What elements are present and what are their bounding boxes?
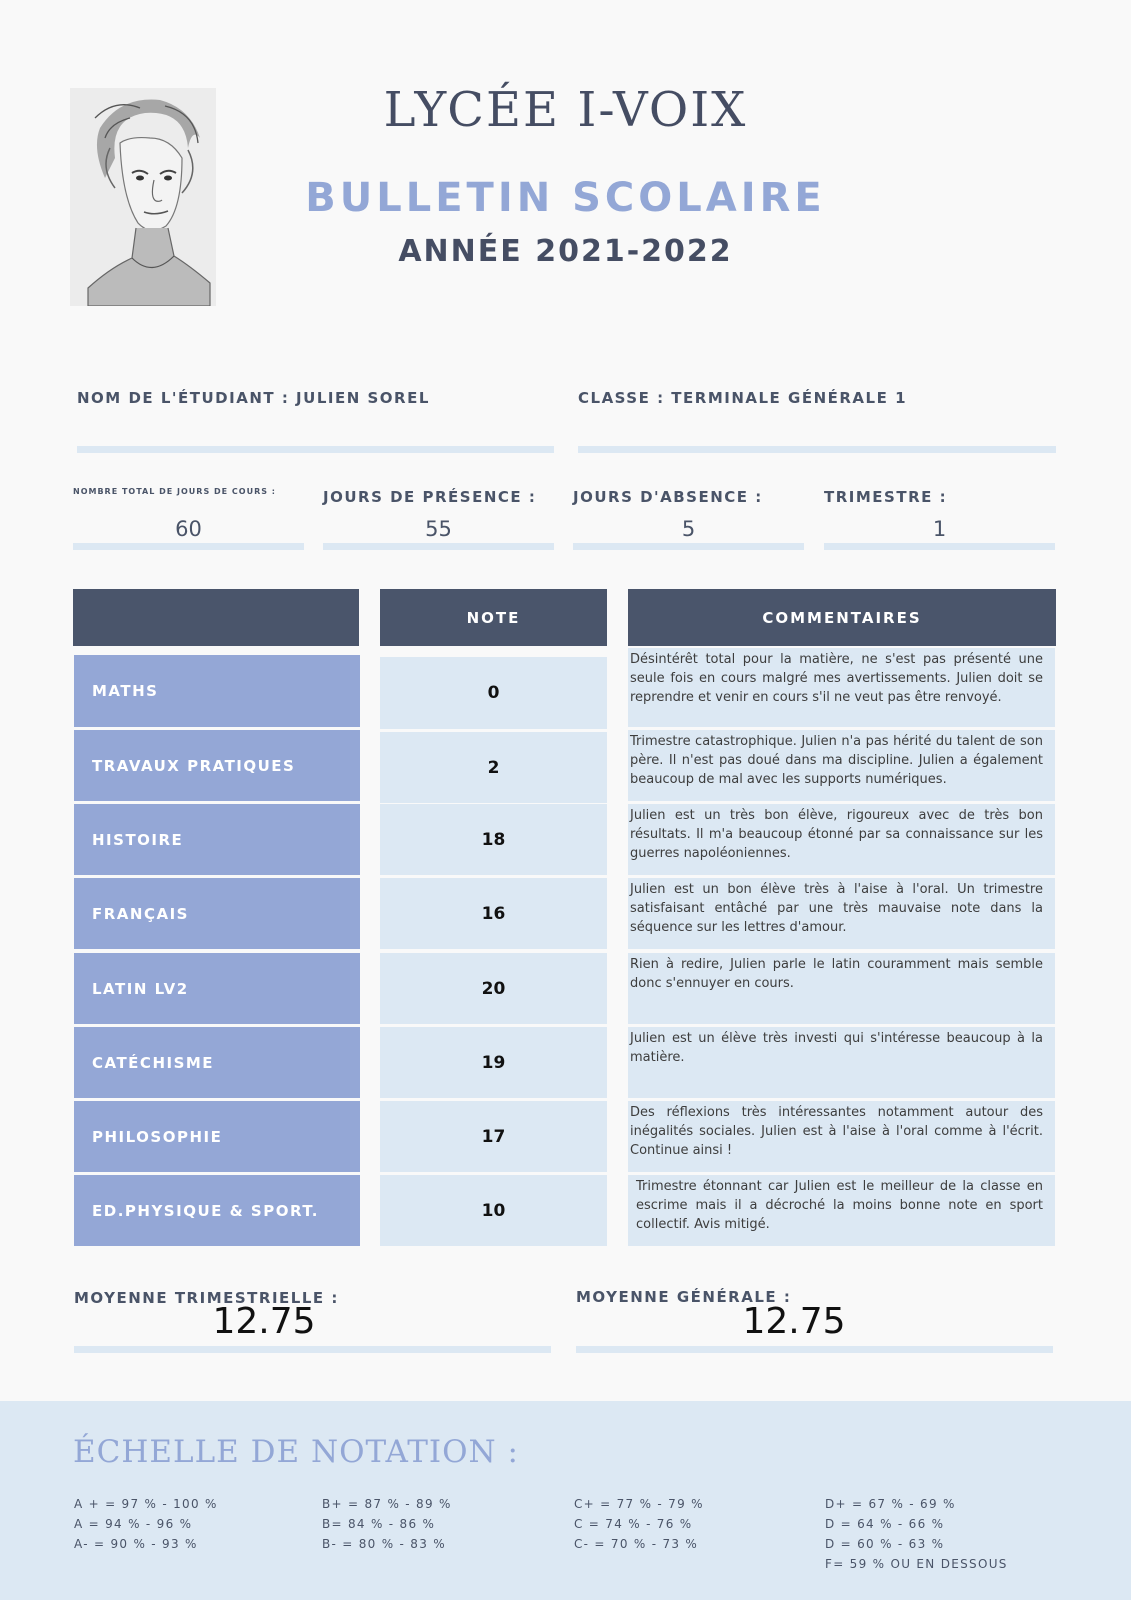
grading-scale-column-a	[74, 1494, 218, 1554]
subject-cell: FRANÇAIS	[74, 878, 360, 949]
subject-cell: TRAVAUX PRATIQUES	[74, 730, 360, 801]
grade-range: B+ = 87 % - 89 %	[322, 1497, 452, 1511]
note-header: NOTE	[380, 589, 607, 646]
absence-days-value: 5	[681, 517, 696, 541]
subject-cell: HISTOIRE	[74, 804, 360, 875]
grade-range: A- = 90 % - 93 %	[74, 1537, 198, 1551]
note-cell: 20	[380, 953, 607, 1024]
grade-range: B= 84 % - 86 %	[322, 1517, 436, 1531]
trimestre-value: 1	[932, 517, 947, 541]
presence-days-underline	[323, 543, 554, 550]
total-days-underline	[73, 543, 304, 550]
general-average-label: MOYENNE GÉNÉRALE :	[576, 1288, 792, 1306]
grade-range: F= 59 % OU EN DESSOUS	[825, 1557, 1008, 1571]
subject-cell: ED.PHYSIQUE & SPORT.	[74, 1175, 360, 1246]
general-average-underline	[576, 1346, 1053, 1353]
grade-range: B- = 80 % - 83 %	[322, 1537, 446, 1551]
grade-range: C+ = 77 % - 79 %	[574, 1497, 704, 1511]
grading-scale-column-c	[574, 1494, 704, 1554]
trimestre-average-value: 12.75	[212, 1301, 316, 1342]
note-cell: 2	[380, 732, 607, 803]
note-cell: 16	[380, 878, 607, 949]
grade-range: D = 64 % - 66 %	[825, 1517, 945, 1531]
subject-cell: PHILOSOPHIE	[74, 1101, 360, 1172]
note-cell: 10	[380, 1175, 607, 1246]
comment-cell: Trimestre étonnant car Julien est le meilleur de la classe en escrime mais il a décroché la moins bonne note en sport collectif. Avis mitigé.	[628, 1175, 1055, 1246]
subject-cell: LATIN LV2	[74, 953, 360, 1024]
student-name-underline	[77, 446, 554, 453]
comment-cell: Désintérêt total pour la matière, ne s'est pas présenté une seule fois en cours malgré mes avertissements. Julien doit se reprendre et venir en cours s'il ne veut pas être renvoyé.	[628, 648, 1055, 727]
presence-days-label: JOURS DE PRÉSENCE :	[323, 488, 537, 506]
note-cell: 17	[380, 1101, 607, 1172]
school-name: LYCÉE I-VOIX	[383, 82, 748, 138]
student-name: NOM DE L'ÉTUDIANT : JULIEN SOREL	[77, 389, 430, 407]
subject-cell: CATÉCHISME	[74, 1027, 360, 1098]
grade-range: D+ = 67 % - 69 %	[825, 1497, 956, 1511]
comment-cell: Julien est un élève très investi qui s'intéresse beaucoup à la matière.	[628, 1027, 1055, 1098]
comment-cell: Julien est un très bon élève, rigoureux avec de très bon résultats. Il m'a beaucoup étonné par sa connaissance sur les guerres napoléoniennes.	[628, 804, 1055, 875]
subject-header	[73, 589, 359, 646]
student-class-underline	[578, 446, 1056, 453]
school-year: ANNÉE 2021-2022	[398, 234, 733, 269]
grade-range: A + = 97 % - 100 %	[74, 1497, 218, 1511]
comments-header: COMMENTAIRES	[628, 589, 1056, 646]
subject-cell: MATHS	[74, 655, 360, 727]
grade-range: D = 60 % - 63 %	[825, 1537, 945, 1551]
comment-cell: Rien à redire, Julien parle le latin couramment mais semble donc s'ennuyer en cours.	[628, 953, 1055, 1024]
grade-range: C- = 70 % - 73 %	[574, 1537, 699, 1551]
comment-cell: Des réflexions très intéressantes notamment autour des inégalités sociales. Julien est à l'aise à l'oral comme à l'écrit. Continue ainsi !	[628, 1101, 1055, 1172]
grading-scale-column-d	[825, 1494, 1008, 1574]
absence-days-label: JOURS D'ABSENCE :	[573, 488, 763, 506]
total-days-label: NOMBRE TOTAL DE JOURS DE COURS :	[73, 487, 276, 496]
presence-days-value: 55	[425, 517, 452, 541]
trimestre-underline	[824, 543, 1055, 550]
trimestre-average-underline	[74, 1346, 551, 1353]
trimestre-average-label: MOYENNE TRIMESTRIELLE :	[74, 1289, 339, 1307]
comment-cell: Julien est un bon élève très à l'aise à l'oral. Un trimestre satisfaisant entâché par une très mauvaise note dans la séquence sur les lettres d'amour.	[628, 878, 1055, 949]
grade-range: A = 94 % - 96 %	[74, 1517, 193, 1531]
trimestre-label: TRIMESTRE :	[824, 488, 948, 506]
comment-cell: Trimestre catastrophique. Julien n'a pas hérité du talent de son père. Il n'est pas doué dans ma discipline. Julien a également beaucoup de mal avec les supports numériques.	[628, 730, 1055, 801]
grading-scale-column-b	[322, 1494, 452, 1554]
absence-days-underline	[573, 543, 804, 550]
document-title: BULLETIN SCOLAIRE	[305, 175, 826, 221]
grading-scale-title: ÉCHELLE DE NOTATION :	[73, 1434, 519, 1470]
general-average-value: 12.75	[742, 1301, 846, 1342]
note-cell: 0	[380, 657, 607, 729]
note-cell: 18	[380, 804, 607, 875]
student-class: CLASSE : TERMINALE GÉNÉRALE 1	[578, 389, 908, 407]
total-days-value: 60	[175, 517, 202, 541]
note-cell: 19	[380, 1027, 607, 1098]
grade-range: C = 74 % - 76 %	[574, 1517, 693, 1531]
